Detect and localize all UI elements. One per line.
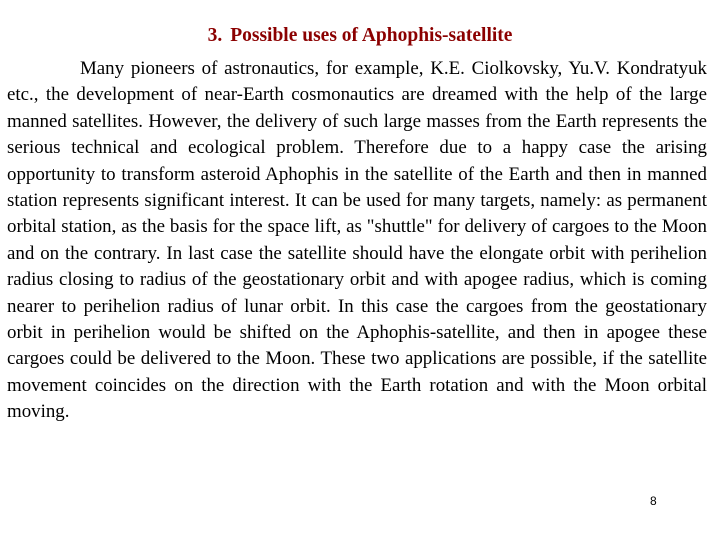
heading-text: Possible uses of Aphophis-satellite bbox=[230, 25, 513, 46]
body-paragraph: Many pioneers of astronautics, for example, K.E. Ciolkovsky, Yu.V. Kondratyuk etc., the development of near-Earth cosmonautics are dreamed with the help of the large manned satellites. However, the delivery of such large masses from the Earth represents the serious technical and ecological problem. Therefore due to a happy case the arising opportunity to transform asteroid Aphophis in the satellite of the Earth and then in manned station represents significant interest. It can be used for many targets, namely: as permanent orbital station, as the basis for the space lift, as "shuttle" for delivery of cargoes to the Moon and on the contrary. In last case the satellite should have the elongate orbit with perihelion radius closing to radius of the geostationary orbit and with apogee radius, which is coming nearer to perihelion radius of lunar orbit. In this case the cargoes from the geostationary orbit in perihelion would be shifted on the Aphophis-satellite, and then in apogee these cargoes could be delivered to the Moon. These two applications are possible, if the satellite movement coincides on the direction with the Earth rotation and with the Moon orbital moving. bbox=[7, 58, 707, 423]
slide-heading bbox=[0, 25, 720, 47]
page-number: 8 bbox=[650, 494, 657, 508]
heading-number: 3. bbox=[207, 25, 223, 46]
